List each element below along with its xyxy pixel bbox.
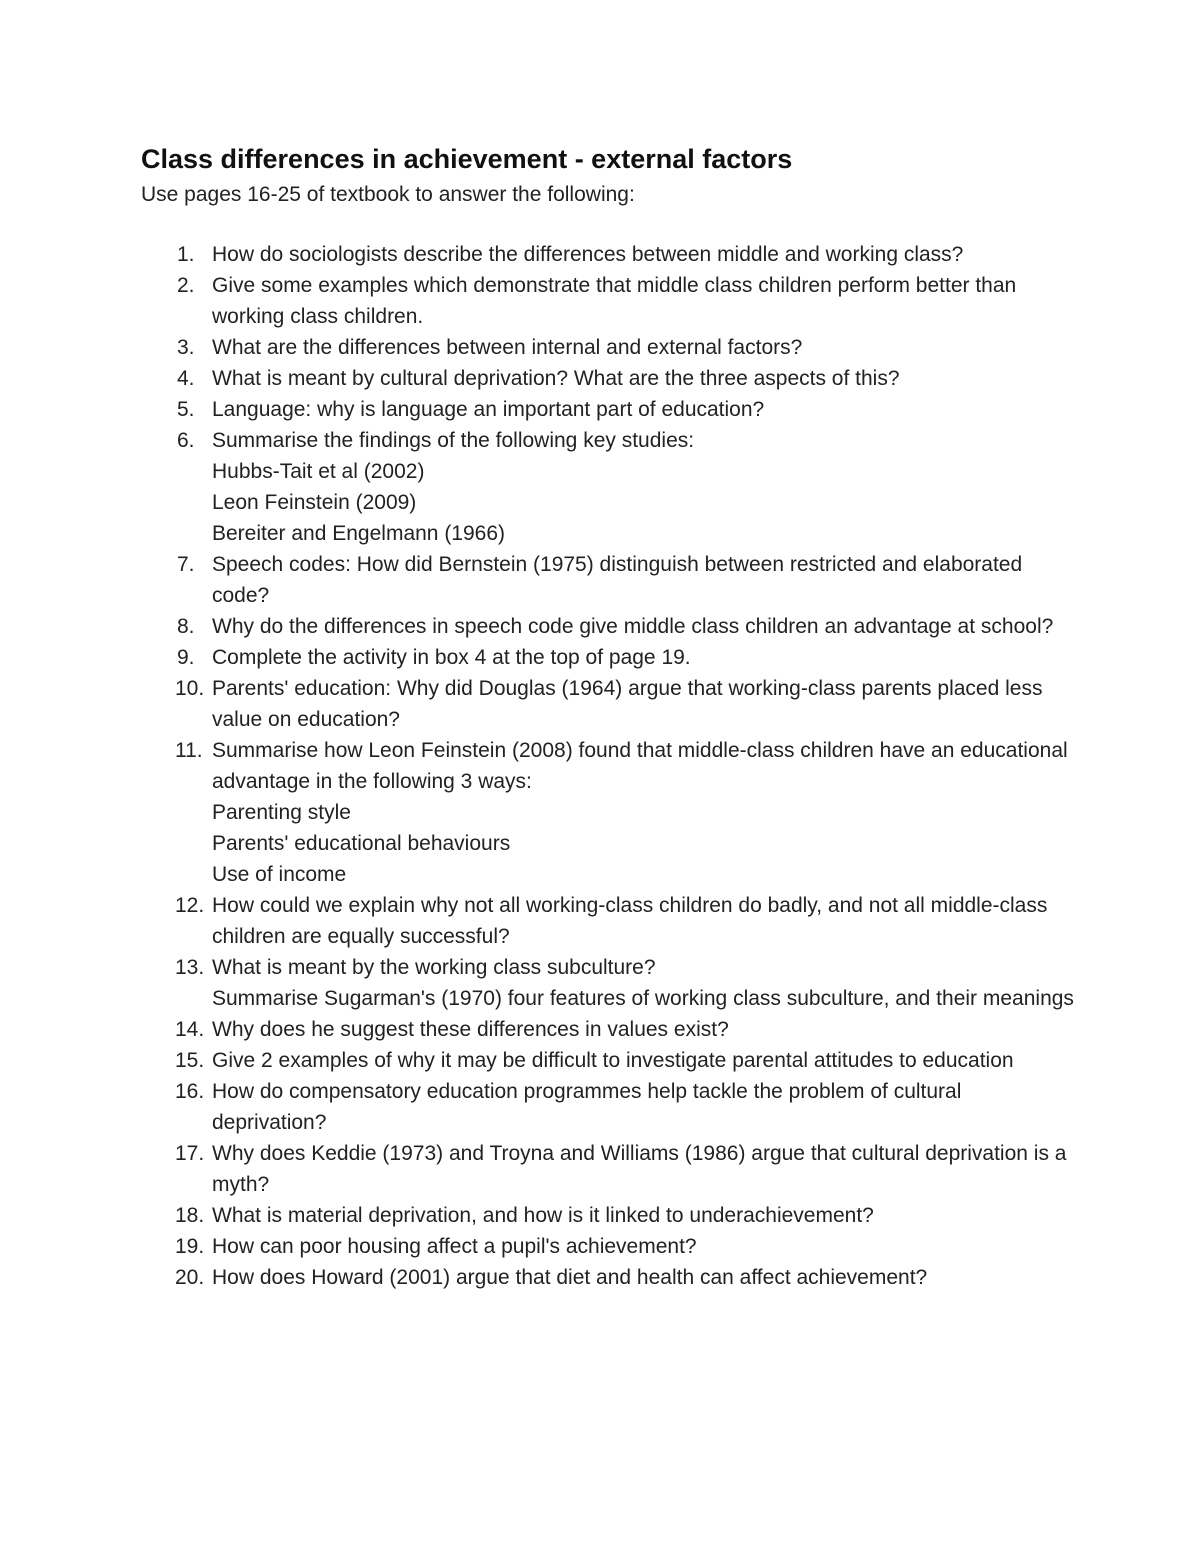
question-list	[141, 239, 1081, 1293]
question-body	[211, 270, 1081, 332]
question-item	[141, 332, 1081, 363]
question-text: Why do the differences in speech code give middle class children an advantage at school?	[212, 615, 1054, 638]
question-body	[211, 890, 1081, 952]
question-number: 8.	[177, 615, 195, 638]
question-number: 13.	[175, 956, 205, 979]
question-subitem: Use of income	[212, 863, 347, 886]
question-text: Give 2 examples of why it may be difficult to investigate parental attitudes to education	[212, 1049, 1014, 1072]
question-body	[211, 735, 1081, 890]
question-item	[141, 425, 1081, 549]
question-text: Language: why is language an important part of education?	[212, 398, 765, 421]
question-body	[211, 1231, 1081, 1262]
question-text: Give some examples which demonstrate that middle class children perform better than working class children.	[212, 274, 1017, 328]
question-text: Speech codes: How did Bernstein (1975) distinguish between restricted and elaborated code?	[212, 553, 1023, 607]
question-number: 20.	[175, 1266, 205, 1289]
question-item	[141, 890, 1081, 952]
question-text: How do sociologists describe the differences between middle and working class?	[212, 243, 964, 266]
question-text: How could we explain why not all working-class children do badly, and not all middle-class children are equally successful?	[212, 894, 1048, 948]
question-body	[211, 1045, 1081, 1076]
question-item	[141, 239, 1081, 270]
question-subitem: Summarise Sugarman's (1970) four features of working class subculture, and their meanings	[212, 987, 1074, 1010]
question-item	[141, 1262, 1081, 1293]
question-item	[141, 642, 1081, 673]
question-number: 19.	[175, 1235, 205, 1258]
question-item	[141, 270, 1081, 332]
question-text: Complete the activity in box 4 at the top of page 19.	[212, 646, 691, 669]
page-subtitle: Use pages 16-25 of textbook to answer the following:	[141, 183, 635, 206]
question-body	[211, 239, 1081, 270]
question-number: 16.	[175, 1080, 205, 1103]
worksheet-page	[141, 139, 1081, 1293]
question-number: 9.	[177, 646, 195, 669]
question-item	[141, 1076, 1081, 1138]
question-number: 4.	[177, 367, 195, 390]
question-body	[211, 611, 1081, 642]
question-number: 6.	[177, 429, 195, 452]
question-text: Why does Keddie (1973) and Troyna and Williams (1986) argue that cultural deprivation is a myth?	[212, 1142, 1067, 1196]
question-body	[211, 549, 1081, 611]
question-text: What is material deprivation, and how is it linked to underachievement?	[212, 1204, 874, 1227]
question-body	[211, 1076, 1081, 1138]
question-body	[211, 425, 1081, 549]
question-body	[211, 1200, 1081, 1231]
question-text: What are the differences between internal and external factors?	[212, 336, 803, 359]
question-item	[141, 363, 1081, 394]
question-item	[141, 952, 1081, 1014]
question-subitem: Bereiter and Engelmann (1966)	[212, 522, 506, 545]
page-title: Class differences in achievement - external factors	[141, 144, 793, 174]
question-text: Why does he suggest these differences in values exist?	[212, 1018, 729, 1041]
question-body	[211, 673, 1081, 735]
question-body	[211, 642, 1081, 673]
question-number: 1.	[177, 243, 195, 266]
question-subitem: Hubbs-Tait et al (2002)	[212, 460, 425, 483]
question-number: 11.	[175, 739, 203, 762]
question-body	[211, 332, 1081, 363]
question-body	[211, 1138, 1081, 1200]
question-text: Parents' education: Why did Douglas (1964) argue that working-class parents placed less value on education?	[212, 677, 1043, 731]
question-body	[211, 394, 1081, 425]
question-body	[211, 363, 1081, 394]
question-number: 17.	[175, 1142, 205, 1165]
question-item	[141, 735, 1081, 890]
question-subitem: Parents' educational behaviours	[212, 832, 511, 855]
question-item	[141, 1200, 1081, 1231]
question-item	[141, 549, 1081, 611]
question-subitem: Parenting style	[212, 801, 351, 824]
question-number: 7.	[177, 553, 195, 576]
question-item	[141, 1014, 1081, 1045]
question-subitem: Leon Feinstein (2009)	[212, 491, 417, 514]
question-item	[141, 611, 1081, 642]
question-body	[211, 1014, 1081, 1045]
question-text: What is meant by the working class subculture?	[212, 956, 656, 979]
question-number: 3.	[177, 336, 195, 359]
question-number: 18.	[175, 1204, 205, 1227]
question-item	[141, 673, 1081, 735]
question-number: 10.	[175, 677, 205, 700]
question-item	[141, 1138, 1081, 1200]
question-number: 5.	[177, 398, 195, 421]
question-number: 14.	[175, 1018, 205, 1041]
question-number: 12.	[175, 894, 205, 917]
question-text: Summarise the findings of the following key studies:	[212, 429, 695, 452]
question-item	[141, 1045, 1081, 1076]
question-item	[141, 1231, 1081, 1262]
question-text: Summarise how Leon Feinstein (2008) found that middle-class children have an educational advantage in the following 3 ways:	[212, 739, 1068, 793]
question-text: How can poor housing affect a pupil's achievement?	[212, 1235, 697, 1258]
question-number: 15.	[175, 1049, 205, 1072]
question-text: How do compensatory education programmes help tackle the problem of cultural deprivation?	[212, 1080, 962, 1134]
question-body	[211, 952, 1081, 1014]
question-number: 2.	[177, 274, 195, 297]
question-body	[211, 1262, 1081, 1293]
question-item	[141, 394, 1081, 425]
question-text: How does Howard (2001) argue that diet and health can affect achievement?	[212, 1266, 928, 1289]
question-text: What is meant by cultural deprivation? What are the three aspects of this?	[212, 367, 900, 390]
